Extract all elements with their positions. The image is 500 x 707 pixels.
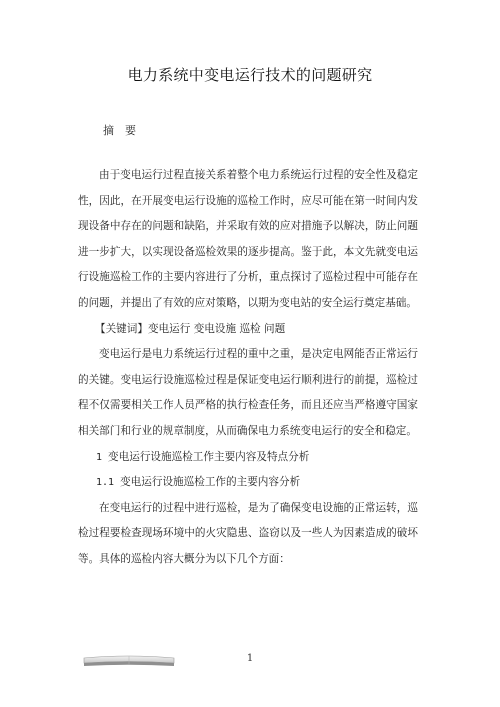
intro-paragraph: 变电运行是电力系统运行过程的重中之重，是决定电网能否正常运行的关键。变电运行设施巡检过程是保证变电运行顺利进行的前提，巡检过程不仅需要相关工作人员严格的执行检查任务，而且还应当严格遵守国家相关部门和行业的规章制度，从而确保电力系统变电运行的安全和稳定。 — [78, 348, 418, 437]
page-number: 1 — [246, 653, 254, 664]
section-1-1-heading — [78, 470, 418, 496]
section-1-title: 变电运行设施巡检工作主要内容及特点分析 — [108, 450, 310, 463]
abstract-paragraph: 由于变电运行过程直接关系着整个电力系统运行过程的安全性及稳定性，因此，在开展变电运行设施的巡检工作时，应尽可能在第一时间内发现设备中存在的问题和缺陷，并采取有效的应对措施予以解决，防止问题进一步扩大，以实现设备巡检效果的逐步提高。鉴于此，本文先就变电运行设施巡检工作的主要内容进行了分析，重点探讨了巡检过程中可能存在的问题，并提出了有效的应对策略，以期为变电站的安全运行奠定基础。 — [78, 169, 418, 309]
section-1-1-number: 1.1 — [96, 477, 121, 489]
document-body — [78, 163, 418, 573]
abstract-heading: 摘要 — [103, 124, 147, 137]
section-1-1-paragraph: 在变电运行的过程中进行巡检，是为了确保变电设施的正常运转，巡检过程要检查现场环境中的火灾隐患、盗窃以及一些人为因素造成的破坏等。具体的巡检内容大概分为以下几个方面： — [78, 501, 418, 565]
section-1-1-title: 变电运行设施巡检工作的主要内容分析 — [120, 476, 301, 489]
section-1-heading — [78, 445, 418, 471]
keywords-line: 【关键词】变电运行 变电设施 巡检 问题 — [95, 322, 286, 335]
document-title: 电力系统中变电运行技术的问题研究 — [127, 66, 373, 84]
section-1-number: 1 — [96, 451, 109, 463]
